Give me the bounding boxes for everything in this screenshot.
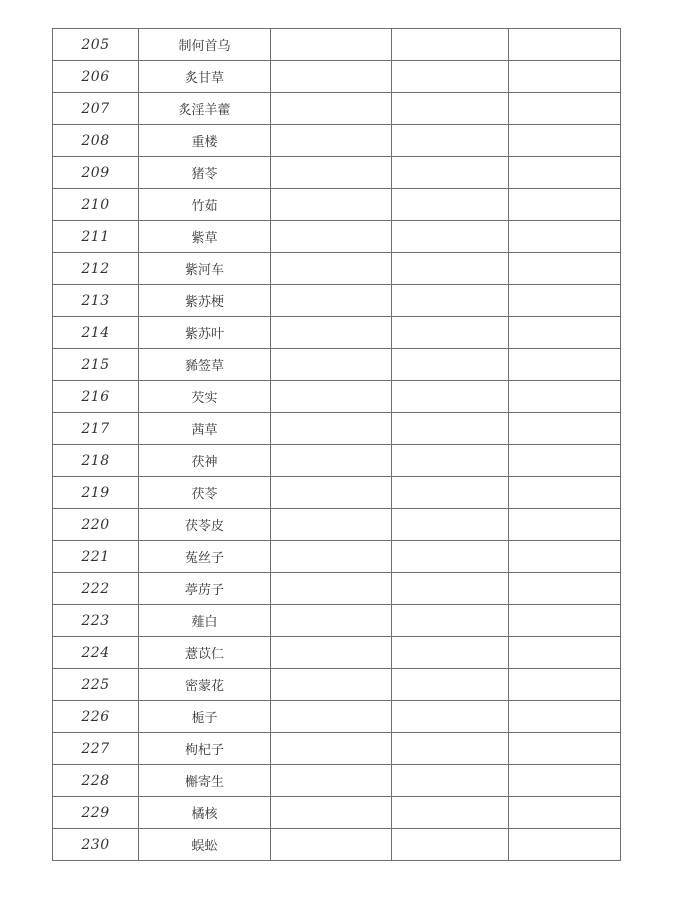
- empty-cell-c: [509, 509, 621, 541]
- empty-cell-a: [271, 317, 392, 349]
- herb-name: 枸杞子: [139, 733, 271, 765]
- empty-cell-b: [392, 829, 509, 861]
- table-row: [53, 253, 621, 285]
- empty-cell-b: [392, 701, 509, 733]
- row-number: 229: [53, 797, 139, 829]
- row-number: 219: [53, 477, 139, 509]
- empty-cell-c: [509, 765, 621, 797]
- empty-cell-a: [271, 605, 392, 637]
- empty-cell-a: [271, 285, 392, 317]
- empty-cell-b: [392, 381, 509, 413]
- empty-cell-b: [392, 797, 509, 829]
- empty-cell-c: [509, 317, 621, 349]
- row-number: 228: [53, 765, 139, 797]
- empty-cell-c: [509, 477, 621, 509]
- table-row: [53, 669, 621, 701]
- herb-name: 橘核: [139, 797, 271, 829]
- table-row: [53, 509, 621, 541]
- empty-cell-c: [509, 125, 621, 157]
- empty-cell-c: [509, 29, 621, 61]
- empty-cell-a: [271, 29, 392, 61]
- empty-cell-c: [509, 733, 621, 765]
- table-row: [53, 61, 621, 93]
- empty-cell-c: [509, 701, 621, 733]
- herb-name: 葶苈子: [139, 573, 271, 605]
- empty-cell-b: [392, 669, 509, 701]
- empty-cell-a: [271, 733, 392, 765]
- table-row: [53, 349, 621, 381]
- herb-name: 茯苓: [139, 477, 271, 509]
- table-row: [53, 765, 621, 797]
- empty-cell-b: [392, 285, 509, 317]
- table-row: [53, 829, 621, 861]
- row-number: 222: [53, 573, 139, 605]
- empty-cell-b: [392, 189, 509, 221]
- herb-name: 茯神: [139, 445, 271, 477]
- empty-cell-b: [392, 125, 509, 157]
- row-number: 206: [53, 61, 139, 93]
- table-row: [53, 445, 621, 477]
- empty-cell-c: [509, 829, 621, 861]
- empty-cell-b: [392, 253, 509, 285]
- empty-cell-b: [392, 477, 509, 509]
- herb-name: 菟丝子: [139, 541, 271, 573]
- herb-name: 紫河车: [139, 253, 271, 285]
- empty-cell-c: [509, 605, 621, 637]
- empty-cell-a: [271, 573, 392, 605]
- empty-cell-a: [271, 253, 392, 285]
- herb-name: 炙淫羊藿: [139, 93, 271, 125]
- empty-cell-a: [271, 93, 392, 125]
- table-row: [53, 157, 621, 189]
- empty-cell-a: [271, 61, 392, 93]
- herb-name: 槲寄生: [139, 765, 271, 797]
- row-number: 207: [53, 93, 139, 125]
- empty-cell-b: [392, 157, 509, 189]
- table-row: [53, 605, 621, 637]
- row-number: 213: [53, 285, 139, 317]
- row-number: 209: [53, 157, 139, 189]
- herb-name: 茜草: [139, 413, 271, 445]
- table-row: [53, 93, 621, 125]
- empty-cell-a: [271, 765, 392, 797]
- empty-cell-a: [271, 541, 392, 573]
- empty-cell-a: [271, 189, 392, 221]
- table-row: [53, 381, 621, 413]
- row-number: 212: [53, 253, 139, 285]
- empty-cell-c: [509, 413, 621, 445]
- row-number: 225: [53, 669, 139, 701]
- herb-name: 猪苓: [139, 157, 271, 189]
- empty-cell-a: [271, 125, 392, 157]
- table-row: [53, 29, 621, 61]
- table-row: [53, 125, 621, 157]
- row-number: 221: [53, 541, 139, 573]
- herb-list-table: [52, 28, 621, 861]
- empty-cell-a: [271, 445, 392, 477]
- empty-cell-a: [271, 157, 392, 189]
- empty-cell-c: [509, 445, 621, 477]
- empty-cell-b: [392, 541, 509, 573]
- row-number: 214: [53, 317, 139, 349]
- table-row: [53, 189, 621, 221]
- row-number: 211: [53, 221, 139, 253]
- empty-cell-c: [509, 157, 621, 189]
- row-number: 223: [53, 605, 139, 637]
- row-number: 215: [53, 349, 139, 381]
- herb-name: 紫草: [139, 221, 271, 253]
- herb-name: 紫苏梗: [139, 285, 271, 317]
- empty-cell-b: [392, 733, 509, 765]
- empty-cell-b: [392, 509, 509, 541]
- empty-cell-b: [392, 573, 509, 605]
- empty-cell-a: [271, 221, 392, 253]
- empty-cell-c: [509, 797, 621, 829]
- empty-cell-c: [509, 253, 621, 285]
- herb-name: 制何首乌: [139, 29, 271, 61]
- empty-cell-a: [271, 509, 392, 541]
- empty-cell-c: [509, 221, 621, 253]
- row-number: 227: [53, 733, 139, 765]
- herb-name: 密蒙花: [139, 669, 271, 701]
- table-row: [53, 413, 621, 445]
- empty-cell-b: [392, 445, 509, 477]
- empty-cell-a: [271, 413, 392, 445]
- table-row: [53, 317, 621, 349]
- row-number: 226: [53, 701, 139, 733]
- herb-name: 蜈蚣: [139, 829, 271, 861]
- empty-cell-b: [392, 221, 509, 253]
- empty-cell-b: [392, 349, 509, 381]
- row-number: 210: [53, 189, 139, 221]
- table-row: [53, 477, 621, 509]
- row-number: 224: [53, 637, 139, 669]
- empty-cell-b: [392, 765, 509, 797]
- empty-cell-c: [509, 669, 621, 701]
- empty-cell-c: [509, 285, 621, 317]
- empty-cell-a: [271, 381, 392, 413]
- empty-cell-c: [509, 349, 621, 381]
- herb-name: 薏苡仁: [139, 637, 271, 669]
- herb-name: 芡实: [139, 381, 271, 413]
- table-row: [53, 637, 621, 669]
- herb-name: 竹茹: [139, 189, 271, 221]
- empty-cell-c: [509, 637, 621, 669]
- table-row: [53, 221, 621, 253]
- empty-cell-c: [509, 61, 621, 93]
- empty-cell-c: [509, 93, 621, 125]
- table-row: [53, 573, 621, 605]
- empty-cell-a: [271, 797, 392, 829]
- herb-name: 薤白: [139, 605, 271, 637]
- empty-cell-a: [271, 701, 392, 733]
- table-row: [53, 541, 621, 573]
- table-row: [53, 285, 621, 317]
- empty-cell-a: [271, 477, 392, 509]
- row-number: 216: [53, 381, 139, 413]
- empty-cell-b: [392, 637, 509, 669]
- row-number: 208: [53, 125, 139, 157]
- empty-cell-b: [392, 605, 509, 637]
- empty-cell-b: [392, 93, 509, 125]
- table-body: [53, 29, 621, 861]
- herb-name: 茯苓皮: [139, 509, 271, 541]
- row-number: 217: [53, 413, 139, 445]
- row-number: 230: [53, 829, 139, 861]
- empty-cell-a: [271, 637, 392, 669]
- row-number: 218: [53, 445, 139, 477]
- herb-name: 重楼: [139, 125, 271, 157]
- empty-cell-a: [271, 829, 392, 861]
- empty-cell-c: [509, 573, 621, 605]
- row-number: 220: [53, 509, 139, 541]
- herb-name: 栀子: [139, 701, 271, 733]
- row-number: 205: [53, 29, 139, 61]
- empty-cell-c: [509, 381, 621, 413]
- table-row: [53, 797, 621, 829]
- empty-cell-b: [392, 317, 509, 349]
- table-row: [53, 701, 621, 733]
- empty-cell-a: [271, 349, 392, 381]
- empty-cell-a: [271, 669, 392, 701]
- herb-name: 豨签草: [139, 349, 271, 381]
- empty-cell-b: [392, 413, 509, 445]
- empty-cell-b: [392, 29, 509, 61]
- empty-cell-c: [509, 189, 621, 221]
- herb-name: 炙甘草: [139, 61, 271, 93]
- empty-cell-b: [392, 61, 509, 93]
- herb-name: 紫苏叶: [139, 317, 271, 349]
- table-row: [53, 733, 621, 765]
- empty-cell-c: [509, 541, 621, 573]
